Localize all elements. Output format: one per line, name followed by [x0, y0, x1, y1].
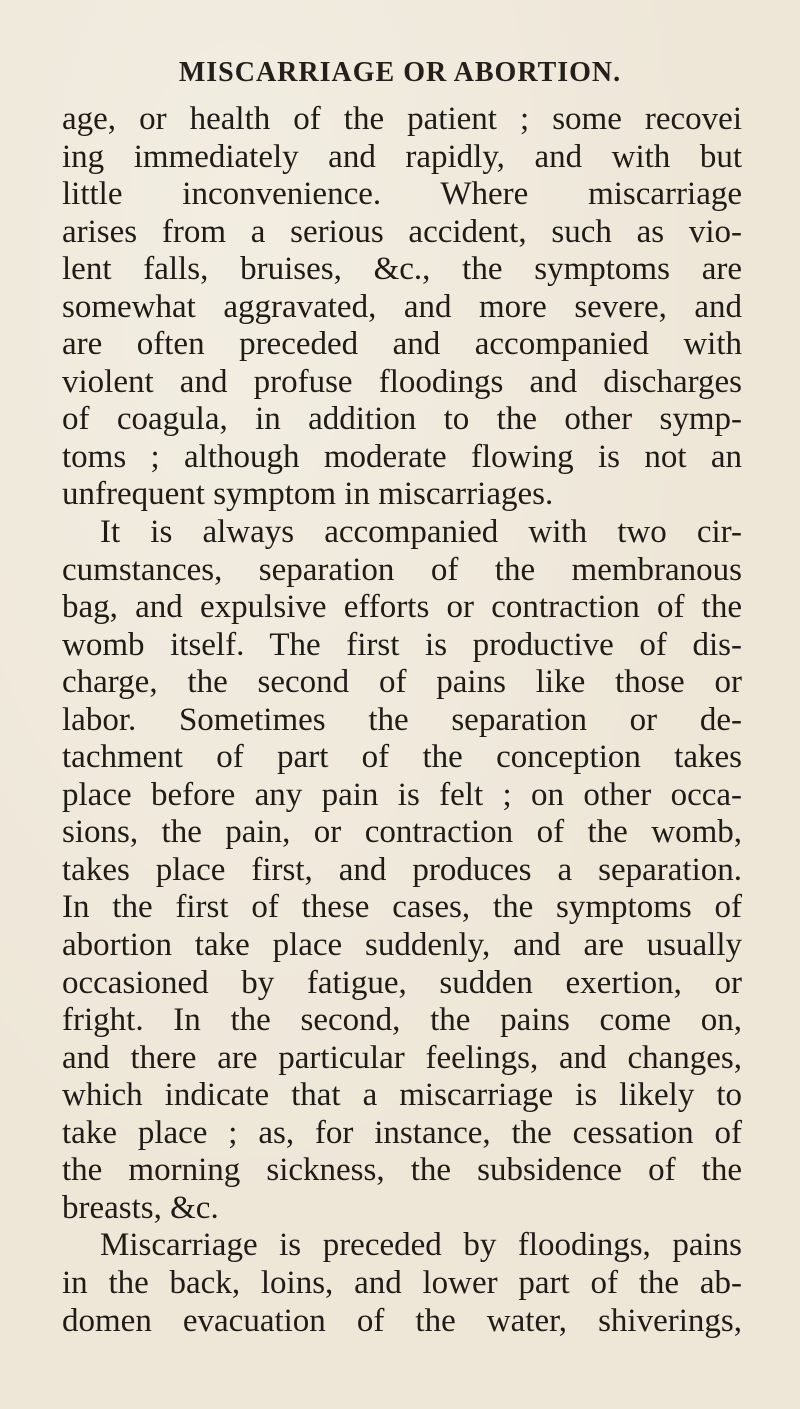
text-line: in the back, loins, and lower part of the ab-	[62, 1264, 742, 1301]
running-head: MISCARRIAGE OR ABORTION.	[178, 57, 622, 88]
text-line: arises from a serious accident, such as vio-	[62, 213, 742, 250]
text-line: somewhat aggravated, and more severe, and	[62, 288, 742, 325]
text-line: age, or health of the patient ; some recovei	[62, 101, 742, 137]
text-line: unfrequent symptom in miscarriages.	[62, 476, 554, 513]
text-line: It is always accompanied with two cir-	[100, 514, 742, 551]
body-text	[62, 101, 742, 1340]
text-line: ing immediately and rapidly, and with but	[62, 138, 742, 175]
text-line: take place ; as, for instance, the cessation of	[62, 1114, 742, 1151]
text-line: lent falls, bruises, &c., the symptoms are	[62, 251, 742, 288]
text-line: breasts, &c.	[62, 1189, 219, 1226]
text-line: bag, and expulsive efforts or contraction of the	[62, 589, 742, 626]
text-line: charge, the second of pains like those or	[62, 664, 742, 701]
text-line: are often preceded and accompanied with	[62, 326, 742, 363]
text-line: Miscarriage is preceded by floodings, pains	[100, 1227, 742, 1264]
text-line: violent and profuse floodings and discharges	[62, 363, 742, 400]
text-line: and there are particular feelings, and changes,	[62, 1039, 742, 1076]
text-line: which indicate that a miscarriage is likely to	[62, 1077, 742, 1114]
text-line: place before any pain is felt ; on other occa-	[62, 776, 742, 813]
text-line: fright. In the second, the pains come on,	[62, 1002, 742, 1039]
text-line: In the first of these cases, the symptoms of	[62, 889, 742, 926]
text-line: occasioned by fatigue, sudden exertion, or	[62, 964, 742, 1001]
text-line: little inconvenience. Where miscarriage	[62, 176, 742, 213]
text-line: the morning sickness, the subsidence of the	[62, 1152, 742, 1189]
text-line: abortion take place suddenly, and are usually	[62, 927, 742, 964]
text-line: of coagula, in addition to the other symp-	[62, 401, 742, 438]
text-line: womb itself. The first is productive of dis-	[62, 626, 742, 663]
text-line: toms ; although moderate flowing is not an	[62, 438, 742, 475]
text-line: sions, the pain, or contraction of the womb,	[62, 814, 742, 851]
text-line: labor. Sometimes the separation or de-	[62, 701, 742, 738]
text-line: cumstances, separation of the membranous	[62, 551, 742, 588]
text-line: tachment of part of the conception takes	[62, 739, 742, 776]
text-line: takes place first, and produces a separation.	[62, 851, 742, 888]
text-line: domen evacuation of the water, shiverings,	[62, 1302, 742, 1339]
